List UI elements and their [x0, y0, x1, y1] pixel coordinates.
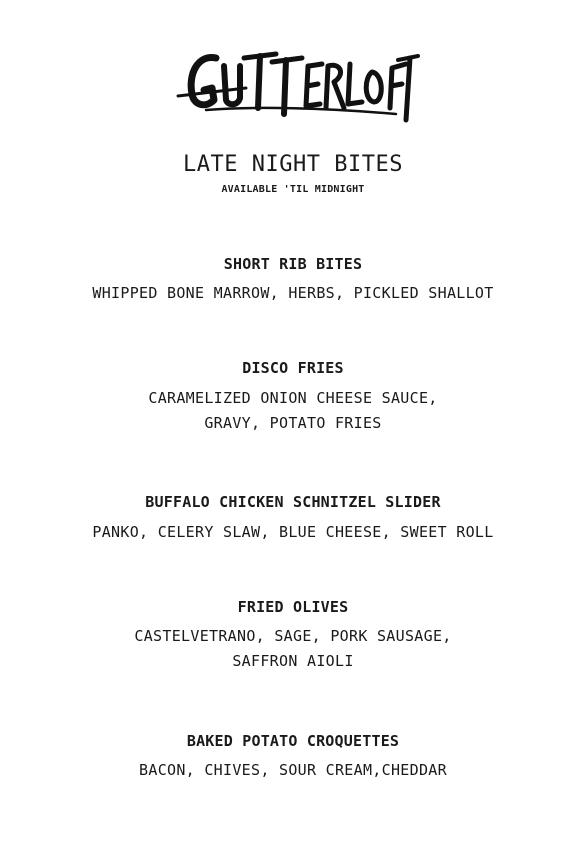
menu-item-name: BAKED POTATO CROQUETTES [186, 732, 400, 750]
menu-item-name: BUFFALO CHICKEN SCHNITZEL SLIDER [145, 493, 441, 511]
menu-item-description: SAFFRON AIOLI [232, 652, 354, 670]
menu-item-name: FRIED OLIVES [237, 598, 349, 616]
menu-item-name: SHORT RIB BITES [223, 255, 363, 273]
gutterloft-logo [176, 44, 420, 126]
menu-item-description: WHIPPED BONE MARROW, HERBS, PICKLED SHALLOT [92, 284, 494, 302]
menu-item-description: GRAVY, POTATO FRIES [204, 414, 382, 432]
menu-item-name: DISCO FRIES [242, 359, 344, 377]
menu-item-description: PANKO, CELERY SLAW, BLUE CHEESE, SWEET ROLL [92, 523, 494, 541]
menu-title: LATE NIGHT BITES [183, 152, 403, 177]
menu-item-description: BACON, CHIVES, SOUR CREAM,CHEDDAR [139, 761, 447, 779]
menu-item-description: CASTELVETRANO, SAGE, PORK SAUSAGE, [134, 627, 452, 645]
menu-item-description: CARAMELIZED ONION CHEESE SAUCE, [148, 389, 438, 407]
menu-subtitle: AVAILABLE 'TIL MIDNIGHT [221, 184, 365, 195]
graffiti-logo-icon [176, 44, 420, 126]
